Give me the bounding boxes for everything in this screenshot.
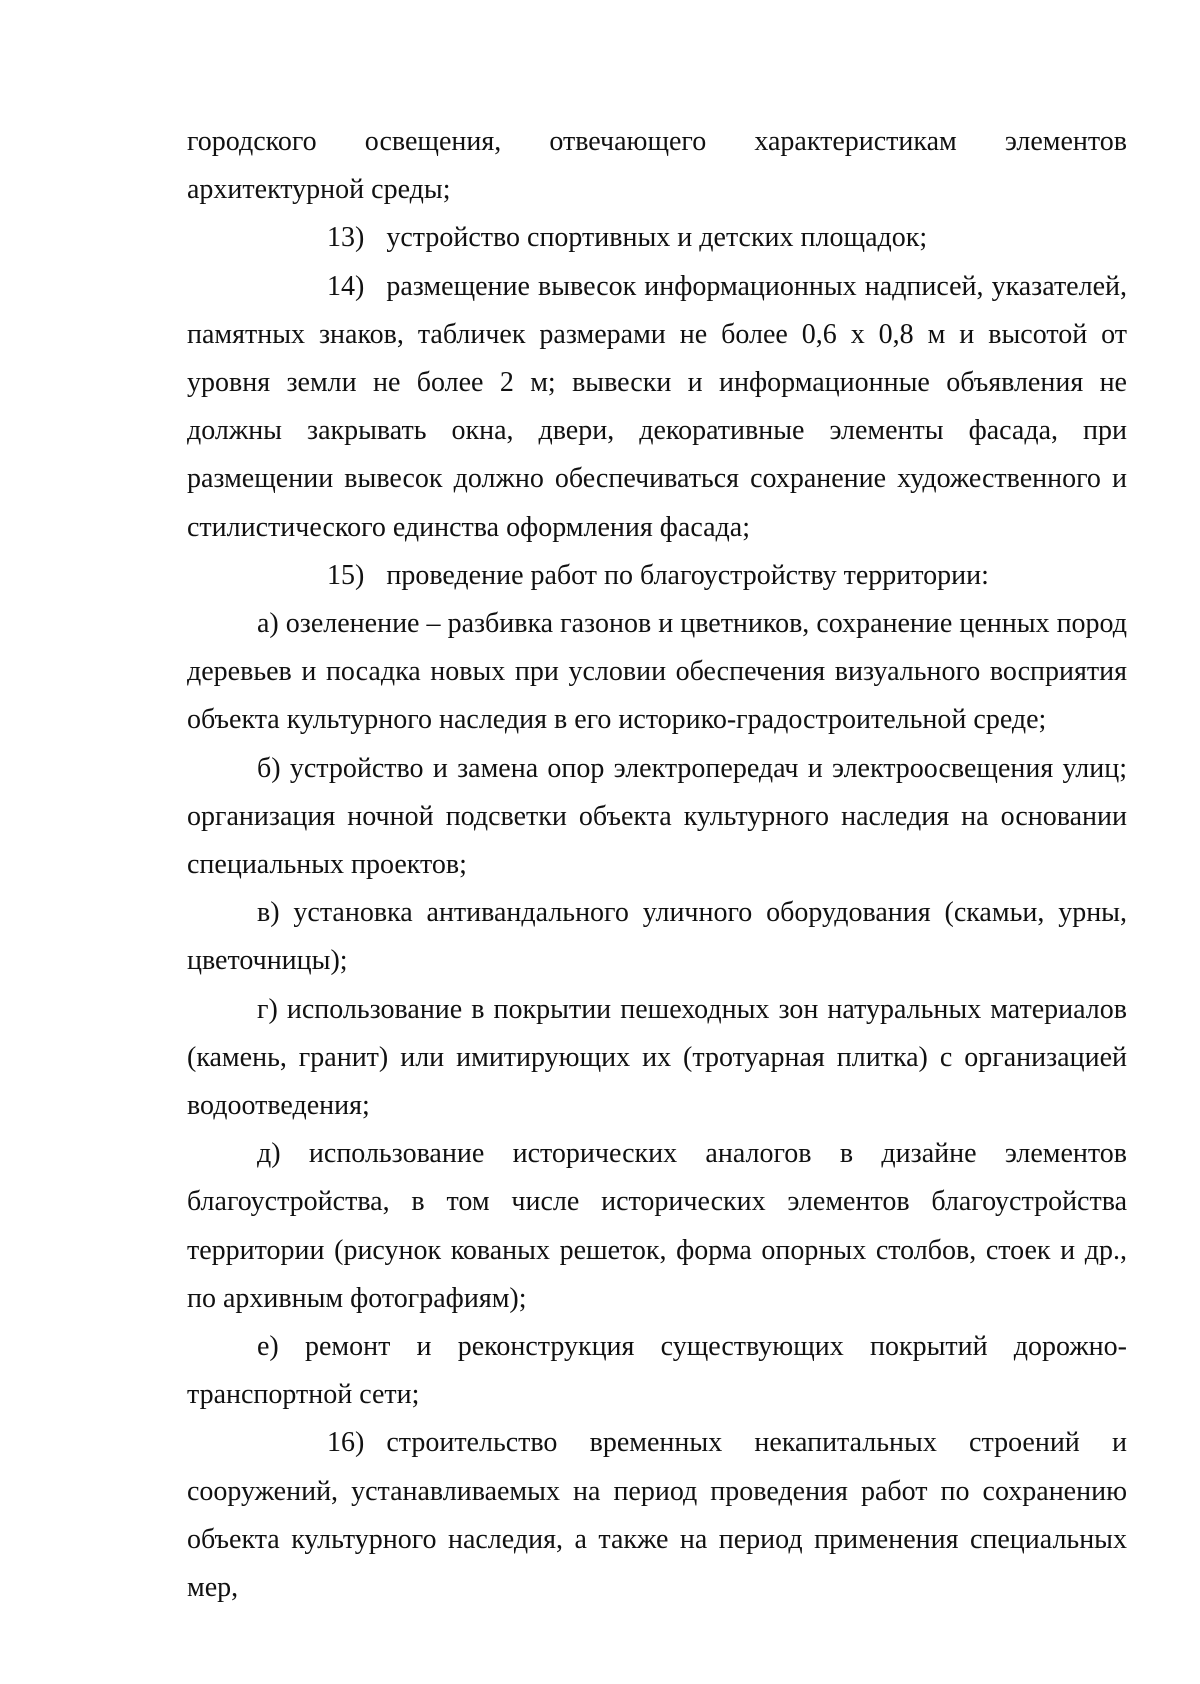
paragraph-text: строительство временных некапитальных строений и сооружений, устанавливаемых на период проведения работ по сохранению объекта культурного наследия, а также на период применения специальных мер, (187, 1427, 1127, 1604)
paragraph-text: б) устройство и замена опор электропередач и электроосвещения улиц; организация ночной подсветки объекта культурного наследия на основании специальных проектов; (187, 752, 1127, 881)
paragraph-continuation (187, 118, 1127, 214)
sub-item-e (187, 1323, 1127, 1419)
paragraph-text: размещение вывесок информационных надписей, указателей, памятных знаков, табличек размерами не более 0,6 х 0,8 м и высотой от уровня земли не более 2 м; вывески и информационные объявления не должны закрывать окна, двери, декоративные элементы фасада, при размещении вывесок должно обеспечиваться сохранение художественного и стилистического единства оформления фасада; (187, 270, 1127, 543)
sub-item-d (187, 1130, 1127, 1323)
paragraph-text: д) использование исторических аналогов в дизайне элементов благоустройства, в том числе исторических элементов благоустройства территории (рисунок кованых решеток, форма опорных столбов, стоек и др., по архивным фотографиям); (187, 1138, 1127, 1314)
list-item-15 (187, 552, 1127, 600)
paragraph-text: е) ремонт и реконструкция существующих покрытий дорожно-транспортной сети; (187, 1331, 1127, 1411)
sub-item-b (187, 745, 1127, 890)
list-item-13 (187, 214, 1127, 262)
list-item-16 (187, 1419, 1127, 1612)
sub-item-g (187, 986, 1127, 1131)
list-item-number: 13) (327, 222, 365, 254)
paragraph-text: а) озеленение – разбивка газонов и цветников, сохранение ценных пород деревьев и посадка новых при условии обеспечения визуального восприятия объекта культурного наследия в его историко-градостроительной среде; (187, 608, 1127, 736)
paragraph-text: городского освещения, отвечающего характеристикам элементов архитектурной среды; (187, 126, 1127, 206)
paragraph-text: устройство спортивных и детских площадок; (386, 222, 928, 254)
document-body (187, 118, 1127, 1612)
sub-item-a (187, 600, 1127, 745)
paragraph-text: проведение работ по благоустройству территории: (386, 559, 989, 591)
list-item-14 (187, 263, 1127, 552)
list-item-number: 14) (327, 270, 365, 302)
list-item-number: 15) (327, 559, 365, 591)
paragraph-text: г) использование в покрытии пешеходных зон натуральных материалов (камень, гранит) или имитирующих их (тротуарная плитка) с организацией водоотведения; (187, 993, 1127, 1122)
list-item-number: 16) (327, 1427, 365, 1459)
paragraph-text: в) установка антивандального уличного оборудования (скамьи, урны, цветочницы); (187, 897, 1127, 977)
sub-item-v (187, 889, 1127, 985)
